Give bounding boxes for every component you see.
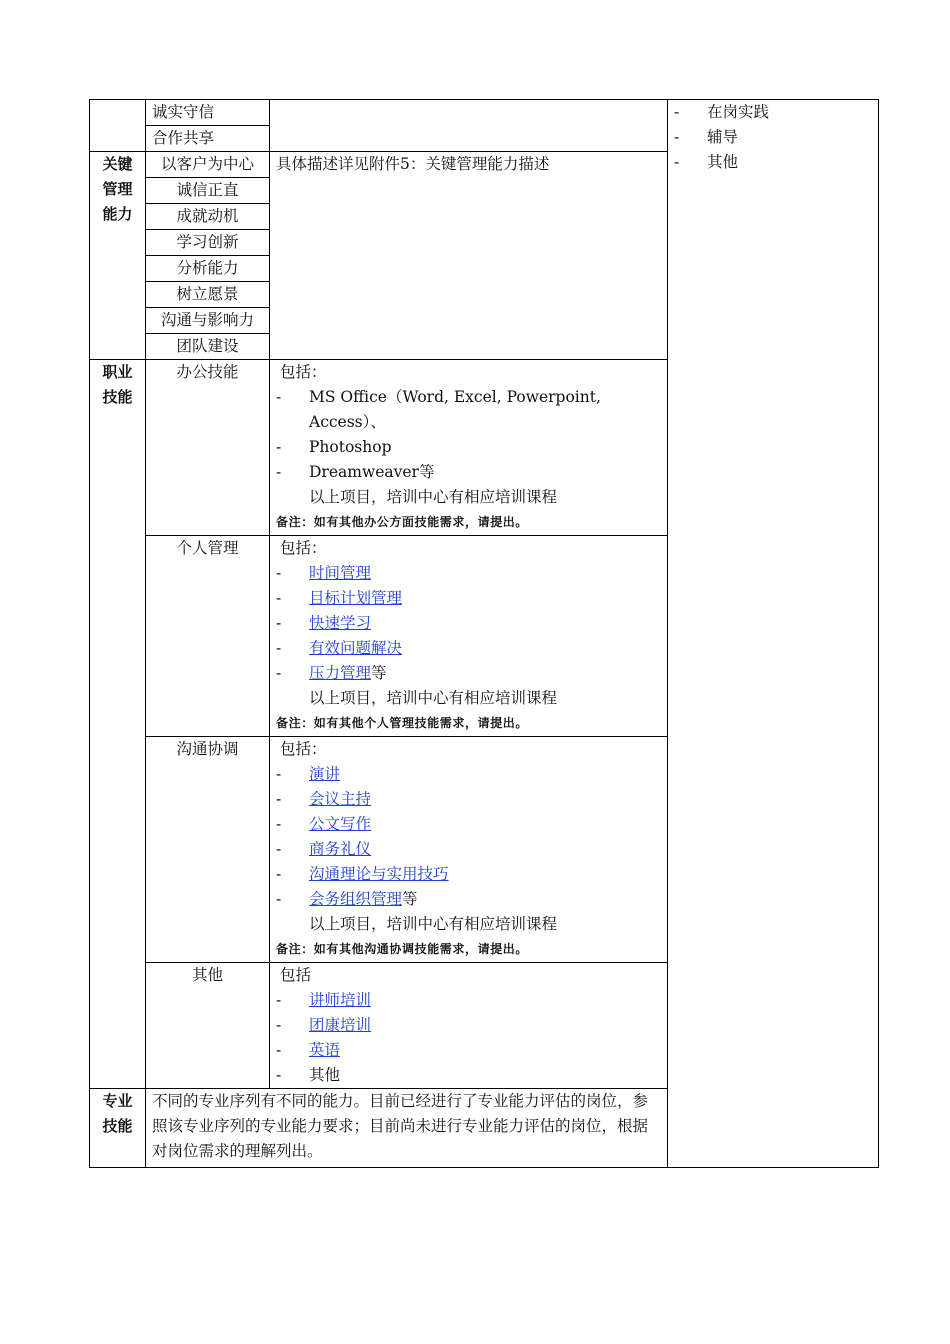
specialty-description: 不同的专业序列有不同的能力。目前已经进行了专业能力评估的岗位，参照该专业序列的专业能力要求；目前尚未进行专业能力评估的岗位，根据对岗位需求的理解列出。 <box>146 1089 668 1168</box>
core-value-item: 诚实守信 <box>146 100 270 126</box>
mgmt-item: 分析能力 <box>146 256 270 282</box>
personal-skill-detail <box>270 536 668 737</box>
course-link[interactable]: 讲师培训 <box>309 991 372 1009</box>
skill-communication: 沟通协调 <box>146 737 270 963</box>
category-key-management: 关键管理能力 <box>90 152 146 360</box>
mgmt-item: 学习创新 <box>146 230 270 256</box>
other-skill-detail <box>270 963 668 1089</box>
mgmt-item: 团队建设 <box>146 334 270 360</box>
course-link[interactable]: 沟通理论与实用技巧 <box>309 865 449 883</box>
include-label: 包括： <box>280 740 327 758</box>
development-methods-cell <box>668 100 879 1168</box>
list-item: - 快速学习 <box>276 611 661 636</box>
course-link[interactable]: 英语 <box>309 1041 341 1059</box>
skill-personal: 个人管理 <box>146 536 270 737</box>
core-value-item: 合作共享 <box>146 126 270 152</box>
course-link[interactable]: 商务礼仪 <box>309 840 372 858</box>
list-item: - 沟通理论与实用技巧 <box>276 862 661 887</box>
remark: 备注：如有其他办公方面技能需求，请提出。 <box>276 515 529 529</box>
list-item: - 讲师培训 <box>276 988 661 1013</box>
include-label: 包括： <box>280 539 327 557</box>
list-item: - 其他 <box>276 1066 341 1084</box>
remark: 备注：如有其他个人管理技能需求，请提出。 <box>276 716 529 730</box>
mgmt-item: 树立愿景 <box>146 282 270 308</box>
list-item: - 会议主持 <box>276 787 661 812</box>
mgmt-description: 具体描述详见附件5：关键管理能力描述 <box>270 152 668 360</box>
list-item: - 演讲 <box>276 762 661 787</box>
course-link[interactable]: 演讲 <box>309 765 341 783</box>
list-item: - 有效问题解决 <box>276 636 661 661</box>
list-item: - MS Office（Word, Excel, Powerpoint, Access）、 <box>276 388 601 431</box>
list-item: - Photoshop <box>276 438 392 456</box>
list-item: - 英语 <box>276 1038 661 1063</box>
list-item: - 目标计划管理 <box>276 586 661 611</box>
course-note: 以上项目，培训中心有相应培训课程 <box>309 488 558 506</box>
include-label: 包括 <box>280 966 312 984</box>
blank-desc-cell <box>270 100 668 152</box>
course-link[interactable]: 会议主持 <box>309 790 372 808</box>
skill-office: 办公技能 <box>146 360 270 536</box>
course-link[interactable]: 时间管理 <box>309 564 372 582</box>
course-link[interactable]: 有效问题解决 <box>309 639 403 657</box>
category-specialty-skills: 专业技能 <box>90 1089 146 1168</box>
competency-table <box>89 99 879 1168</box>
course-link[interactable]: 压力管理 <box>309 664 372 682</box>
category-professional-skills: 职业技能 <box>90 360 146 1089</box>
course-link[interactable]: 团康培训 <box>309 1016 372 1034</box>
skill-other: 其他 <box>146 963 270 1089</box>
list-item: - 商务礼仪 <box>276 837 661 862</box>
remark: 备注：如有其他沟通协调技能需求，请提出。 <box>276 942 529 956</box>
office-skill-detail <box>270 360 668 536</box>
course-link[interactable]: 快速学习 <box>309 614 372 632</box>
mgmt-item: 诚信正直 <box>146 178 270 204</box>
course-link[interactable]: 会务组织管理 <box>309 890 403 908</box>
list-item: - 团康培训 <box>276 1013 661 1038</box>
list-item: - 时间管理 <box>276 561 661 586</box>
list-item: - 在岗实践 <box>674 103 770 121</box>
communication-skill-detail <box>270 737 668 963</box>
course-note: 以上项目，培训中心有相应培训课程 <box>309 915 558 933</box>
include-label: 包括： <box>280 363 327 381</box>
mgmt-item: 成就动机 <box>146 204 270 230</box>
list-item: - 会务组织管理等 <box>276 890 418 908</box>
course-link[interactable]: 目标计划管理 <box>309 589 403 607</box>
mgmt-item: 以客户为中心 <box>146 152 270 178</box>
list-item: - 其他 <box>674 153 739 171</box>
course-note: 以上项目，培训中心有相应培训课程 <box>309 689 558 707</box>
course-link[interactable]: 公文写作 <box>309 815 372 833</box>
list-item: - 公文写作 <box>276 812 661 837</box>
list-item: - 压力管理等 <box>276 664 387 682</box>
list-item: - 辅导 <box>674 128 739 146</box>
table-row <box>90 100 879 126</box>
list-item: - Dreamweaver等 <box>276 463 435 481</box>
blank-category-cell <box>90 100 146 152</box>
mgmt-item: 沟通与影响力 <box>146 308 270 334</box>
